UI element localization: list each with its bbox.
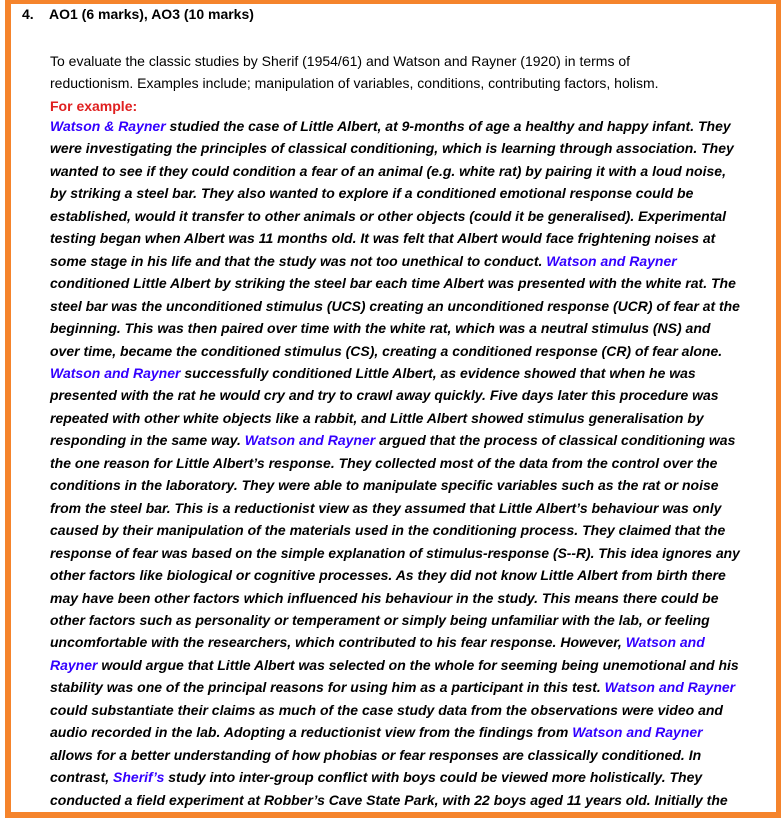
study-name-highlight: Watson and Rayner	[244, 432, 376, 449]
answer-text: the one reason for Little Albert’s response. They collected most of the data from the control over the	[50, 454, 718, 471]
answer-text: study into inter-group conflict with boys could be viewed more holistically. They	[164, 769, 703, 786]
study-name-highlight: Watson & Rayner	[50, 118, 166, 134]
answer-line	[50, 766, 702, 788]
answer-text: other factors like biological or cognitive processes. As they did not know Little Albert from birth there	[50, 567, 726, 584]
answer-line	[50, 452, 717, 474]
intro-line: reductionism. Examples include; manipulation of variables, conditions, contributing factors, holism.	[50, 75, 659, 92]
answer-text: responding in the same way.	[50, 432, 245, 449]
answer-text: other factors such as personality or temperament or simply being unfamiliar with the lab, or feeling	[50, 611, 710, 628]
answer-line	[50, 227, 715, 249]
answer-line	[50, 205, 726, 227]
answer-text: over time, became the conditioned stimulus (CS), creating a conditioned response (CR) of fear alone.	[50, 342, 723, 359]
answer-text: may have been other factors which influenced his behaviour in the study. This means there could be	[50, 589, 719, 606]
answer-text: contrast,	[50, 769, 114, 786]
answer-text: allows for a better understanding of how phobias or fear responses are classically conditioned. In	[50, 746, 702, 763]
answer-text: presented with the rat he would cry and try to crawl away quickly. Five days later this procedure was	[50, 387, 719, 404]
answer-text: from the steel bar. This is a reductionist view as they assumed that Little Albert’s behaviour was only	[50, 499, 722, 516]
answer-line	[50, 384, 719, 406]
answer-line	[50, 340, 722, 362]
answer-text: could substantiate their claims as much of the case study data from the observations were video and	[50, 701, 723, 718]
answer-line	[50, 564, 726, 586]
answer-line	[50, 115, 731, 137]
answer-line	[50, 250, 677, 272]
answer-line	[50, 631, 705, 653]
answer-line	[50, 182, 693, 204]
answer-line	[50, 542, 740, 564]
study-name-highlight: Watson and Rayner	[604, 679, 736, 696]
question-number: 4.	[22, 6, 34, 22]
answer-text: conditions in the laboratory. They were able to manipulate specific variables such as the rat or noise	[50, 477, 719, 494]
answer-line	[50, 519, 725, 541]
answer-line	[50, 497, 721, 519]
answer-text: stability was one of the principal reasons for using him as a participant in this test.	[50, 679, 605, 696]
answer-text: were investigating the principles of classical conditioning, which is learning through association. They	[50, 140, 734, 157]
answer-line	[50, 744, 701, 766]
answer-line	[50, 654, 739, 676]
answer-line	[50, 676, 735, 698]
answer-text: argued that the process of classical conditioning was	[375, 432, 736, 449]
answer-line	[50, 137, 734, 159]
answer-text: repeated with other white objects like a rabbit, and Little Albert showed stimulus generalisation by	[50, 409, 704, 426]
intro-line: To evaluate the classic studies by Sherif (1954/61) and Watson and Rayner (1920) in terms of	[50, 53, 631, 69]
answer-line	[50, 362, 696, 384]
study-name-highlight: Watson and	[625, 634, 705, 651]
answer-text: by striking a steel bar. They also wanted to explore if a conditioned emotional response could be	[50, 185, 694, 202]
answer-line	[50, 295, 740, 317]
answer-line	[50, 317, 710, 339]
answer-text: uncomfortable with the researchers, which contributed to his fear response. However,	[50, 634, 626, 651]
answer-text: steel bar was the unconditioned stimulus (UCS) creating an unconditioned response (UCR) of fear at the	[50, 297, 740, 314]
answer-text: testing began when Albert was 11 months old. It was felt that Albert would face frightening noises at	[50, 230, 716, 247]
answer-text: audio recorded in the lab. Adopting a reductionist view from the findings from	[50, 724, 573, 741]
study-name-highlight: Sherif’s	[113, 769, 165, 786]
study-name-highlight: Rayner	[50, 656, 98, 673]
answer-line	[50, 407, 704, 429]
question-heading	[22, 6, 254, 22]
answer-text: caused by their manipulation of the materials used in the conditioning process. They claimed that the	[50, 522, 726, 539]
answer-text: beginning. This was then paired over time with the white rat, which was a neutral stimulus (NS) and	[50, 320, 711, 337]
answer-text: response of fear was based on the simple explanation of stimulus-response (S--R). This idea ignores any	[50, 544, 740, 561]
answer-line	[50, 429, 735, 451]
answer-text: conducted a field experiment at Robber’s Cave State Park, with 22 boys aged 11 years old. Initially the	[50, 791, 728, 808]
answer-text: established, would it transfer to other animals or other objects (could it be generalised). Experimental	[50, 207, 727, 224]
study-name-highlight: Watson and Rayner	[546, 252, 677, 269]
answer-text: would argue that Little Albert was selected on the whole for seeming being unemotional and his	[97, 656, 739, 673]
answer-line	[50, 609, 710, 631]
answer-text: successfully conditioned Little Albert, as evidence showed that when he was	[180, 364, 696, 381]
answer-line	[50, 587, 719, 609]
answer-line	[50, 699, 723, 721]
answer-text: conditioned Little Albert by striking the steel bar each time Albert was presented with the white rat. The	[50, 275, 736, 292]
study-name-highlight: Watson and Rayner	[572, 724, 703, 741]
answer-line	[50, 789, 728, 811]
question-intro	[50, 50, 659, 117]
answer-text: studied the case of Little Albert, at 9-months of age a healthy and happy infant. They	[165, 118, 731, 134]
answer-line	[50, 272, 736, 294]
answer-paragraph	[50, 115, 748, 811]
answer-line	[50, 474, 719, 496]
study-name-highlight: Watson and Rayner	[50, 364, 181, 381]
answer-line	[50, 721, 703, 743]
answer-line	[50, 160, 726, 182]
answer-text: some stage in his life and that the study was not too unethical to conduct.	[50, 252, 547, 269]
question-title: AO1 (6 marks), AO3 (10 marks)	[49, 6, 254, 22]
answer-text: wanted to see if they could condition a fear of an animal (e.g. white rat) by pairing it with a loud noise,	[50, 162, 726, 179]
example-label: For example:	[50, 97, 138, 114]
